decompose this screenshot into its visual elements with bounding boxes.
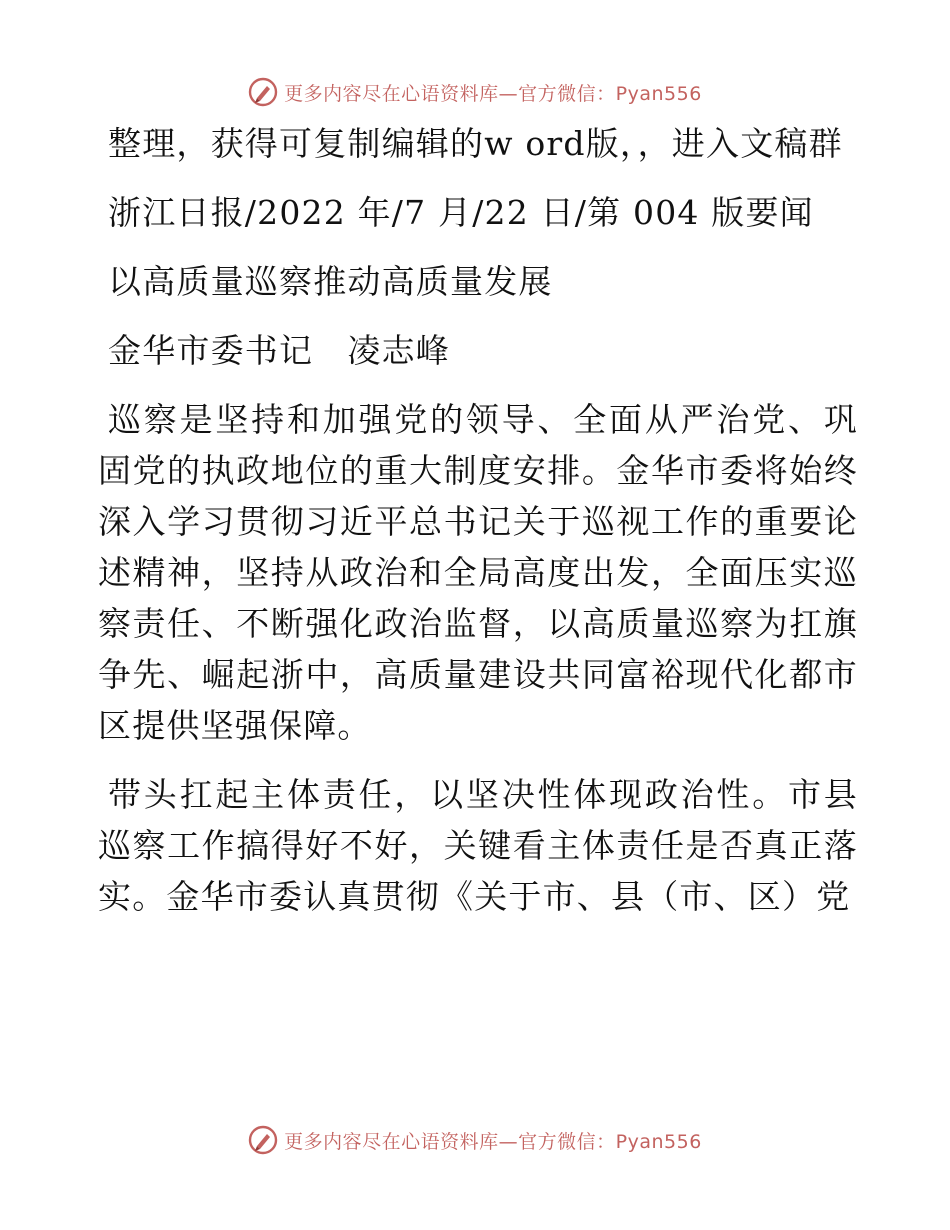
document-body [98, 118, 858, 940]
note-paragraph: 整理，获得可复制编辑的w ord版，，进入文稿群 [108, 124, 843, 163]
pen-logo-icon [248, 1125, 278, 1155]
pen-logo-icon [248, 77, 278, 107]
body-paragraph-1: 巡察是坚持和加强党的领导、全面从严治党、巩固党的执政地位的重大制度安排。金华市委将始终深入学习贯彻习近平总书记关于巡视工作的重要论述精神，坚持从政治和全局高度出发，全面压实巡察责任、不断强化政治监督，以高质量巡察为扛旗争先、崛起浙中，高质量建设共同富裕现代化都市区提供坚强保障。 [98, 400, 858, 745]
source-line: 浙江日报/2022 年/7 月/22 日/第 004 版要闻 [108, 193, 814, 232]
header-watermark-text: 更多内容尽在心语资料库—官方微信：Pyan556 [284, 82, 702, 105]
footer-watermark-text: 更多内容尽在心语资料库—官方微信：Pyan556 [284, 1130, 702, 1153]
footer-watermark-banner [0, 1120, 950, 1160]
header-watermark-banner [0, 72, 950, 112]
body-paragraph-2: 带头扛起主体责任，以坚决性体现政治性。市县巡察工作搞得好不好，关键看主体责任是否真正落实。金华市委认真贯彻《关于市、县（市、区）党 [98, 775, 858, 916]
author-line: 金华市委书记 凌志峰 [108, 331, 450, 370]
article-title: 以高质量巡察推动高质量发展 [108, 262, 553, 301]
